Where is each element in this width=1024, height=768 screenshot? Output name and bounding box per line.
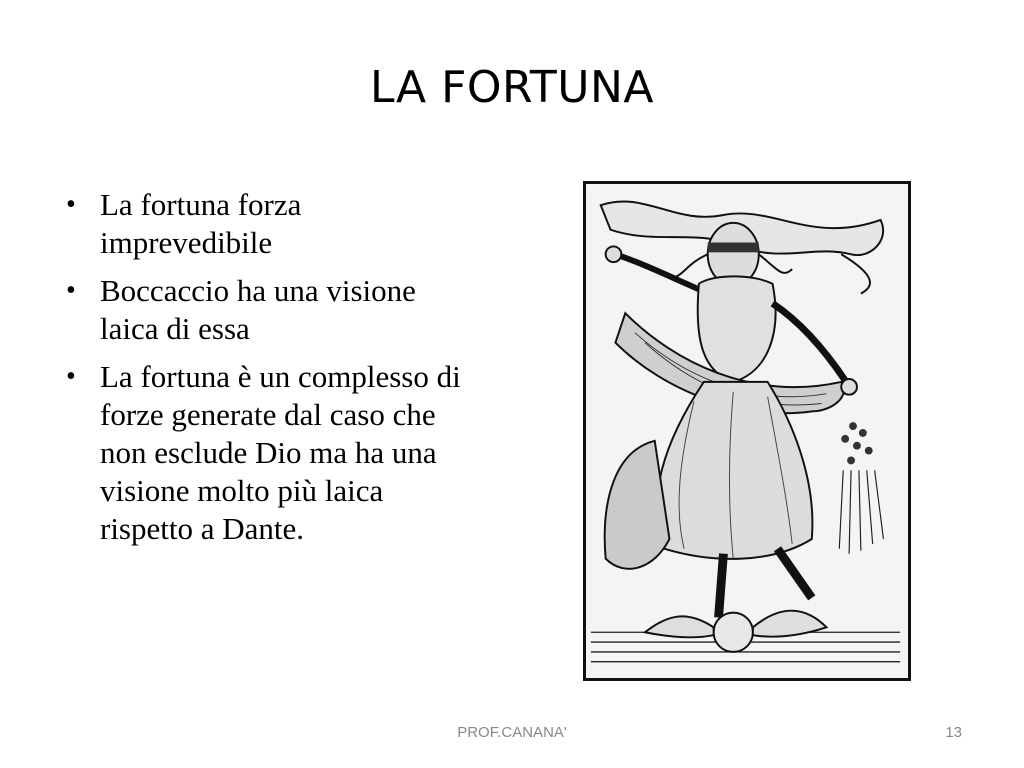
bullet-text: La fortuna forza imprevedibile (100, 187, 302, 260)
bullet-marker: • (66, 189, 76, 220)
fortuna-woodcut-image (583, 181, 911, 681)
bullet-list (60, 186, 480, 558)
fortuna-illustration (586, 184, 908, 678)
bullet-text: Boccaccio ha una visione laica di essa (100, 273, 416, 346)
bullet-item (60, 272, 480, 348)
bullet-marker: • (66, 361, 76, 392)
bullet-marker: • (66, 275, 76, 306)
bullet-item (60, 186, 480, 262)
slide-title: LA FORTUNA (369, 62, 655, 113)
bullet-item (60, 358, 480, 548)
bullet-text: La fortuna è un complesso di forze generate dal caso che non esclude Dio ma ha una visione molto più laica rispetto a Dante. (100, 359, 461, 546)
slide-number: 13 (945, 724, 962, 741)
footer-author: PROF.CANANA' (457, 724, 567, 741)
